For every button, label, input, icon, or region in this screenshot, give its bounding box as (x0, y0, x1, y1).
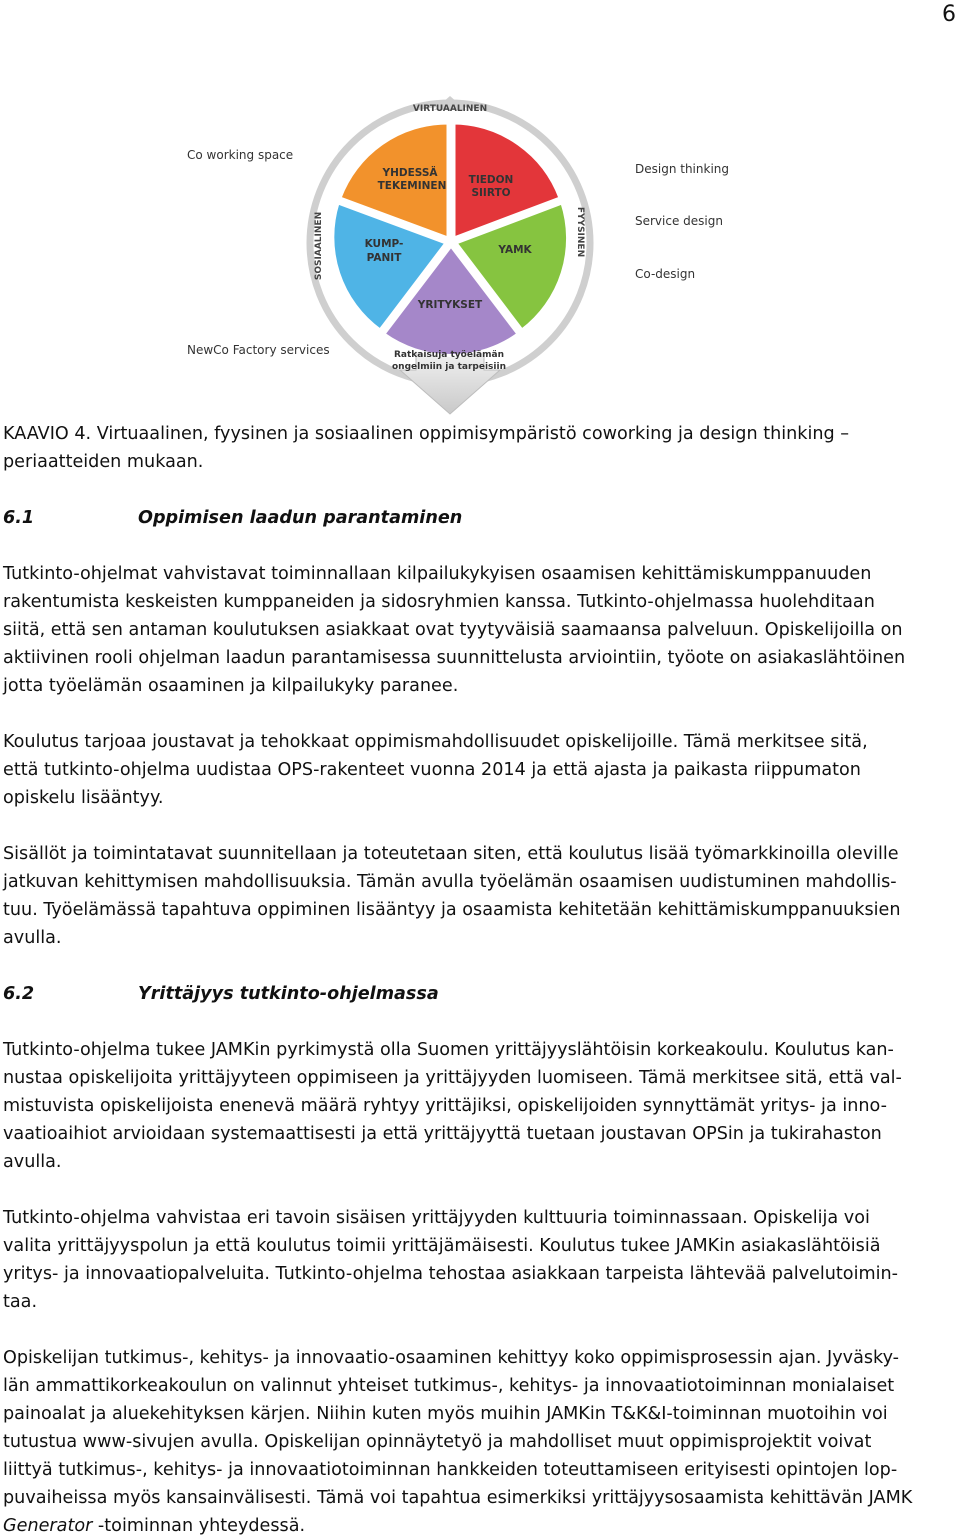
section-6-2-paragraph-2 (3, 1204, 958, 1316)
learning-environment-diagram (0, 0, 960, 420)
caption-line-1: KAAVIO 4. Virtuaalinen, fyysinen ja sosiaalinen oppimisympäristö coworking ja design thinking – (3, 424, 850, 444)
text-line: liittyä tutkimus-, kehitys- ja innovaatiotoiminnan hankkeiden toteuttamiseen erityisesti opintojen lop- (3, 1460, 898, 1480)
text-line: Koulutus tarjoaa joustavat ja tehokkaat oppimismahdollisuudet opiskelijoille. Tämä merkitsee sitä, (3, 732, 868, 752)
text-line: opiskelu lisääntyy. (3, 788, 164, 808)
label-sosiaalinen: SOSIAALINEN (314, 211, 324, 281)
section-6-1-paragraph-2 (3, 728, 958, 812)
text-line: painoalat ja aluekehityksen kärjen. Niihin kuten myös muihin JAMKin T&K&I-toiminnan muotoihin voi (3, 1404, 888, 1424)
text-line: tuu. Työelämässä tapahtuva oppiminen lisääntyy ja osaamista kehitetään kehittämiskumppanuuksien (3, 900, 901, 920)
label-kump: KUMP- (364, 238, 404, 250)
figure-caption (3, 420, 958, 476)
section-6-2-number: 6.2 (3, 984, 35, 1004)
text-line: Tutkinto-ohjelmat vahvistavat toiminnallaan kilpailukykyisen osaamisen kehittämiskumppanuuden (3, 564, 872, 584)
section-6-2-paragraph-3 (3, 1344, 958, 1540)
text-line: Tutkinto-ohjelma vahvistaa eri tavoin sisäisen yrittäjyyden kulttuuria toiminnassaan. Opiskelija voi (3, 1208, 870, 1228)
section-6-1-heading (3, 504, 462, 532)
text-line: nustaa opiskelijoita yrittäjyyteen oppimiseen ja yrittäjyyden luomiseen. Tämä merkitsee sitä, että val- (3, 1068, 902, 1088)
text-line: mistuvista opiskelijoista enenevä määrä ryhtyy yrittäjiksi, opiskelijoiden synnyttämät yritys- ja inno- (3, 1096, 887, 1116)
page-number: 6 (942, 2, 956, 27)
left-item-coworking: Co working space (187, 148, 294, 162)
text-line: taa. (3, 1292, 38, 1312)
text-line: Tutkinto-ohjelma tukee JAMKin pyrkimystä olla Suomen yrittäjyyslähtöisin korkeakoulu. Koulutus kan- (3, 1040, 894, 1060)
section-6-1-paragraph-3 (3, 840, 958, 952)
text-line: aktiivinen rooli ohjelman laadun parantamisessa suunnittelusta arviointiin, työote on asiakaslähtöinen (3, 648, 906, 668)
label-panit: PANIT (366, 252, 402, 264)
text-line: avulla. (3, 928, 62, 948)
arrow-text-1: Ratkaisuja työelämän (394, 350, 504, 360)
text-line: puvaiheissa myös kansainvälisesti. Tämä voi tapahtua esimerkiksi yrittäjyysosaamista kehittävän JAMK (3, 1488, 913, 1508)
caption-line-2: periaatteiden mukaan. (3, 452, 204, 472)
text-line: avulla. (3, 1152, 62, 1172)
generator-rest: -toiminnan yhteydessä. (92, 1516, 306, 1536)
label-siirto: SIIRTO (471, 187, 511, 199)
label-fyysinen: FYYSINEN (575, 206, 585, 258)
text-line: jotta työelämän osaaminen ja kilpailukyky paranee. (3, 676, 459, 696)
text-line: että tutkinto-ohjelma uudistaa OPS-rakenteet vuonna 2014 ja että ajasta ja paikasta riippumaton (3, 760, 861, 780)
label-tiedon: TIEDON (468, 174, 514, 186)
text-line: jatkuvan kehittymisen mahdollisuuksia. Tämän avulla työelämän osaamisen uudistuminen mahdollis- (3, 872, 897, 892)
text-line: valita yrittäjyyspolun ja että koulutus toimii yrittäjämäisesti. Koulutus tukee JAMKin asiakaslähtöisiä (3, 1236, 881, 1256)
text-line: Opiskelijan tutkimus-, kehitys- ja innovaatio-osaaminen kehittyy koko oppimisprosessin ajan. Jyväsky- (3, 1348, 900, 1368)
label-tekeminen: TEKEMINEN (377, 180, 447, 192)
section-6-2-heading (3, 980, 439, 1008)
section-6-1-number: 6.1 (3, 508, 35, 528)
section-6-1-title: Oppimisen laadun parantaminen (138, 508, 463, 528)
label-virtuaalinen: VIRTUAALINEN (412, 104, 488, 114)
text-line: rakentumista keskeisten kumppaneiden ja sidosryhmien kanssa. Tutkinto-ohjelmassa huolehditaan (3, 592, 875, 612)
text-line: yritys- ja innovaatiopalveluita. Tutkinto-ohjelma tehostaa asiakkaan tarpeista lähtevää palvelutoimin- (3, 1264, 898, 1284)
text-line: tutustua www-sivujen avulla. Opiskelijan opinnäytetyö ja mahdolliset muut oppimisprojektit voivat (3, 1432, 872, 1452)
label-yritykset: YRITYKSET (417, 299, 483, 311)
generator-italic: Generator (3, 1516, 93, 1536)
right-item-service-design: Service design (635, 214, 723, 228)
section-6-1-paragraph-1 (3, 560, 958, 700)
arrow-text-2: ongelmiin ja tarpeisiin (392, 362, 506, 372)
label-yamk: YAMK (498, 244, 532, 256)
section-6-2-title: Yrittäjyys tutkinto-ohjelmassa (138, 984, 439, 1004)
text-line: län ammattikorkeakoulun on valinnut yhteiset tutkimus-, kehitys- ja innovaatiotoiminnan monialaiset (3, 1376, 895, 1396)
section-6-2-paragraph-1 (3, 1036, 958, 1176)
right-item-design-thinking: Design thinking (635, 162, 730, 176)
text-line: siitä, että sen antaman koulutuksen asiakkaat ovat tyytyväisiä saamaansa palveluun. Opiskelijoilla on (3, 620, 903, 640)
label-yhdessa: YHDESSÄ (382, 167, 438, 179)
text-line: vaatioaihiot arvioidaan systemaattisesti ja että yrittäjyyttä tuetaan joustavan OPSin ja tukirahaston (3, 1124, 882, 1144)
right-item-co-design: Co-design (635, 267, 696, 281)
text-line: Sisällöt ja toimintatavat suunnitellaan ja toteutetaan siten, että koulutus lisää työmarkkinoilla oleville (3, 844, 899, 864)
text-line-last (3, 1512, 958, 1540)
left-item-newco: NewCo Factory services (187, 343, 330, 357)
diagram-svg (0, 0, 960, 420)
